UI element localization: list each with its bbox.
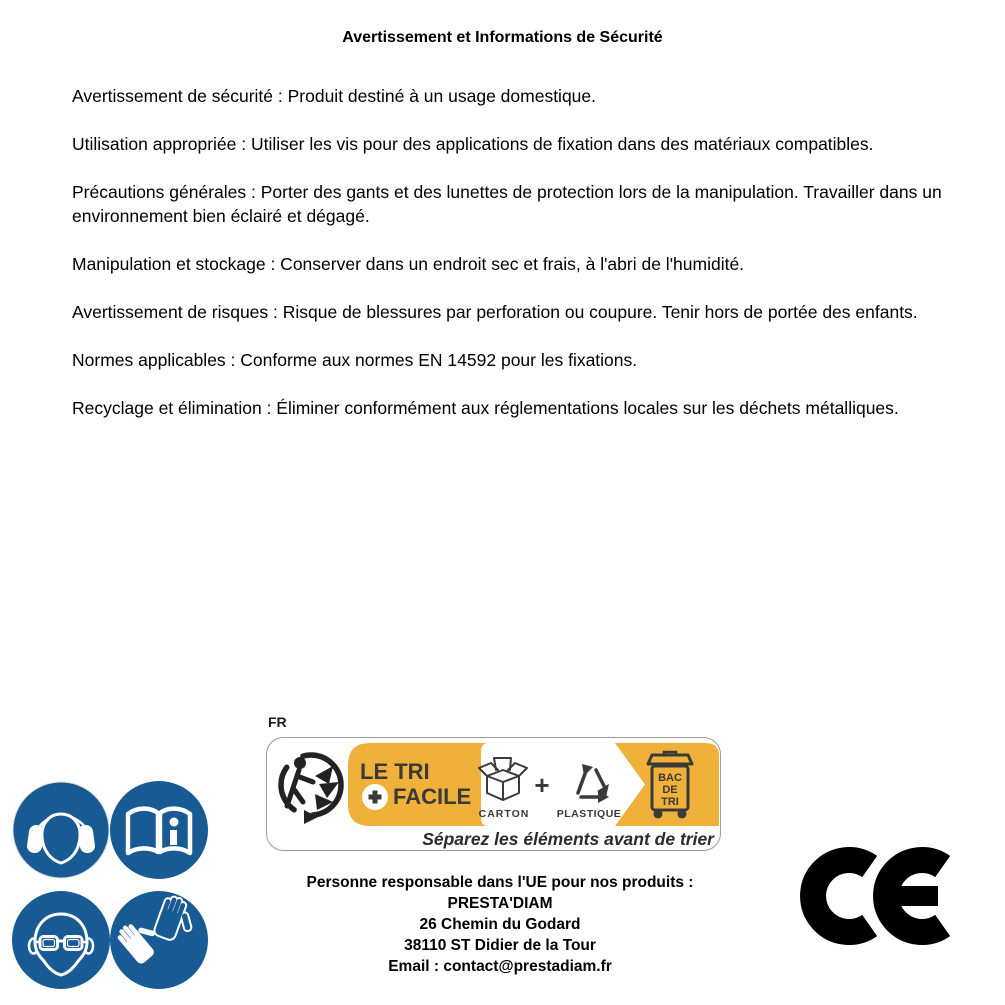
paragraph-handling-storage: Manipulation et stockage : Conserver dans un endroit sec et frais, à l'abri de l'humidité. [72,254,745,274]
address-street: 26 Chemin du Godard [419,916,581,933]
safety-pictograms [12,781,208,989]
company-name: PRESTA'DIAM [447,895,553,912]
address-city: 38110 ST Didier de la Tour [404,937,596,954]
wear-eye-protection-icon [12,891,110,989]
materials-plus-sign: + [534,770,550,800]
fr-country-label: FR [268,714,287,730]
read-instruction-manual-icon [110,781,208,879]
responsible-person-block [264,872,736,977]
paragraph-general-precautions: Précautions générales : Porter des gants et des lunettes de protection lors de la manipulation. Travailler dans un environnement bien éclairé et dégagé. [72,182,942,226]
wear-protective-gloves-icon [110,891,208,989]
banner-headline-line2: FACILE [393,784,472,809]
banner-headline-line1: LE TRI [360,759,430,784]
banner-tagline: Séparez les éléments avant de trier [422,829,714,849]
ce-marking-icon [796,845,966,945]
contact-email: Email : contact@prestadiam.fr [388,958,612,975]
responsible-person-intro: Personne responsable dans l'UE pour nos produits : [306,874,694,891]
page-title: Avertissement et Informations de Sécurité [342,29,663,46]
bin-label-line2: DE [662,784,678,796]
recycling-sorting-banner [264,710,734,858]
bin-label-line1: BAC [658,772,682,784]
paragraph-recycling: Recyclage et élimination : Éliminer conformément aux réglementations locales sur les déchets métalliques. [72,398,899,418]
bin-label-line3: TRI [661,796,679,808]
wear-ear-protection-icon [12,781,110,879]
paragraph-standards: Normes applicables : Conforme aux normes EN 14592 pour les fixations. [72,350,638,370]
paragraph-safety-warning: Avertissement de sécurité : Produit destiné à un usage domestique. [72,86,597,106]
safety-text-block [72,84,970,444]
material-carton-label: CARTON [478,808,530,820]
material-plastique-label: PLASTIQUE [556,808,622,820]
paragraph-appropriate-use: Utilisation appropriée : Utiliser les vis pour des applications de fixation dans des matériaux compatibles. [72,134,874,154]
paragraph-risk-warning: Avertissement de risques : Risque de blessures par perforation ou coupure. Tenir hors de portée des enfants. [72,302,918,322]
